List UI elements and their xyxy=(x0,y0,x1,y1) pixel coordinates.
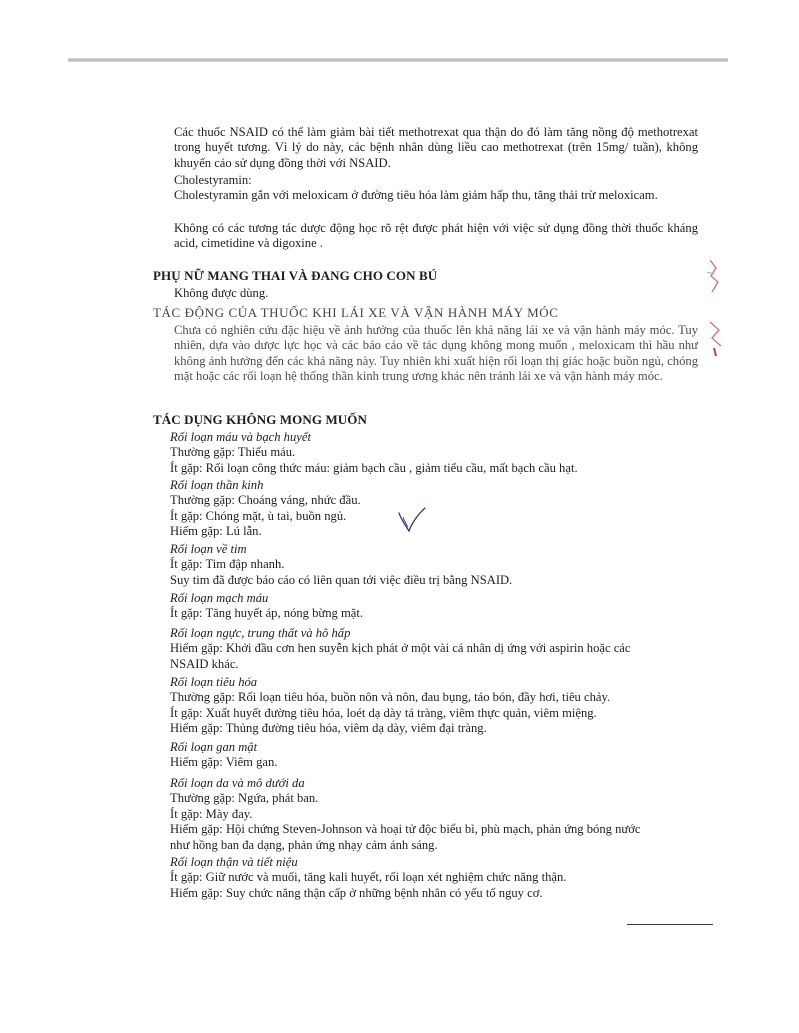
section-line: Ít gặp: Tăng huyết áp, nóng bừng mặt. xyxy=(170,606,364,621)
section-line: Ít gặp: Xuất huyết đường tiêu hóa, loét dạ dày tá tràng, viêm thực quản, viêm miệng. xyxy=(170,705,597,720)
interaction-paragraph-methotrexat: Các thuốc NSAID có thể làm giảm bài tiết methotrexat qua thận do đó làm tăng nồng độ methotrexat trong huyết tương. Vì lý do này, các bệnh nhân dùng liều cao methotrexat (trên 15mg/ tuần), không khuyến cáo sử dụng đồng thời với NSAID. xyxy=(174,125,698,170)
scan-edge-shadow xyxy=(68,58,728,62)
interaction-paragraph-antacid: Không có các tương tác dược động học rõ rệt được phát hiện với việc sử dụng đồng thời thuốc kháng acid, cimetidine và digoxine . xyxy=(174,221,698,251)
adverse-section xyxy=(170,478,710,540)
interaction-cholestyramin xyxy=(174,173,698,204)
section-line: Ít gặp: Giữ nước và muối, tăng kali huyết, rối loạn xét nghiệm chức năng thận. xyxy=(170,870,567,885)
section-title: Rối loạn mạch máu xyxy=(170,591,269,605)
section-title: Rối loạn máu và bạch huyết xyxy=(170,430,311,444)
section-title: Rối loạn ngực, trung thất và hô hấp xyxy=(170,626,351,640)
section-line: Hiếm gặp: Suy chức năng thận cấp ở những bệnh nhân có yếu tố nguy cơ. xyxy=(170,885,543,900)
section-line: Hiếm gặp: Viêm gan. xyxy=(170,755,278,770)
section-line: Thường gặp: Thiếu máu. xyxy=(170,445,296,460)
adverse-section xyxy=(170,776,710,853)
section-line: Thường gặp: Ngứa, phát ban. xyxy=(170,791,319,806)
stamp-fragment-icon xyxy=(704,318,726,360)
footer-rule xyxy=(627,924,713,925)
section-line: như hồng ban đa dạng, phản ứng nhạy cảm ánh sáng. xyxy=(170,837,438,852)
pregnancy-heading: PHỤ NỮ MANG THAI VÀ ĐANG CHO CON BÚ xyxy=(153,268,438,283)
section-line: Thường gặp: Rối loạn tiêu hóa, buồn nôn và nôn, đau bụng, táo bón, đầy hơi, tiêu chảy. xyxy=(170,690,611,705)
cholestyramin-text: Cholestyramin gắn với meloxicam ở đường tiêu hóa làm giảm hấp thu, tăng thải trừ meloxicam. xyxy=(174,188,658,203)
adverse-section xyxy=(170,855,710,901)
section-line: Ít gặp: Tim đập nhanh. xyxy=(170,557,285,572)
adverse-section xyxy=(170,626,710,672)
section-title: Rối loạn thần kinh xyxy=(170,478,264,492)
section-line: Hiếm gặp: Lú lẫn. xyxy=(170,524,262,539)
section-title: Rối loạn da và mô dưới da xyxy=(170,776,305,790)
section-line: NSAID khác. xyxy=(170,656,239,671)
section-line: Hiếm gặp: Thủng đường tiêu hóa, viêm dạ dày, viêm đại tràng. xyxy=(170,721,487,736)
section-title: Rối loạn gan mật xyxy=(170,740,258,754)
section-line: Ít gặp: Rối loạn công thức máu: giảm bạch cầu , giảm tiểu cầu, mất bạch cầu hạt. xyxy=(170,460,578,475)
adverse-section xyxy=(170,740,710,771)
stamp-fragment-icon xyxy=(702,258,724,298)
section-title: Rối loạn thận và tiết niệu xyxy=(170,855,298,869)
section-line: Hiếm gặp: Khởi đầu cơn hen suyễn kịch phát ở một vài cá nhân dị ứng với aspirin hoặc các xyxy=(170,641,631,656)
adverse-section xyxy=(170,430,710,476)
section-line: Hiếm gặp: Hội chứng Steven-Johnson và hoại tử độc biểu bì, phù mạch, phản ứng bóng nước xyxy=(170,822,641,837)
driving-text: Chưa có nghiên cứu đặc hiệu về ảnh hưởng của thuốc lên khả năng lái xe và vận hành máy móc. Tuy nhiên, dựa vào dược lực học và các báo cáo về tác dụng không mong muốn , meloxicam thì hầu như không ảnh hưởng đến các khả năng này. Tuy nhiên khi xuất hiện rối loạn thị giác hoặc buồn ngủ, chóng mặt hoặc các rối loạn hệ thống thần kinh trung ương khác nên tránh lái xe và vận hành máy móc. xyxy=(174,323,698,384)
section-line: Ít gặp: Chóng mặt, ù tai, buồn ngủ. xyxy=(170,508,347,523)
section-line: Thường gặp: Choáng váng, nhức đầu. xyxy=(170,493,361,508)
adverse-section xyxy=(170,591,710,622)
adverse-heading: TÁC DỤNG KHÔNG MONG MUỐN xyxy=(153,412,367,427)
section-line: Suy tim đã được báo cáo có liên quan tới việc điều trị bằng NSAID. xyxy=(170,572,513,587)
section-title: Rối loạn tiêu hóa xyxy=(170,675,258,689)
section-title: Rối loạn về tim xyxy=(170,542,247,556)
adverse-section xyxy=(170,675,710,737)
pregnancy-text: Không được dùng. xyxy=(174,286,269,300)
driving-heading: TÁC ĐỘNG CỦA THUỐC KHI LÁI XE VÀ VẬN HÀNH MÁY MÓC xyxy=(153,305,559,320)
handwritten-checkmark-icon xyxy=(395,505,431,541)
adverse-section xyxy=(170,542,710,588)
section-line: Ít gặp: Mày đay. xyxy=(170,806,253,821)
cholestyramin-title: Cholestyramin: xyxy=(174,173,252,187)
